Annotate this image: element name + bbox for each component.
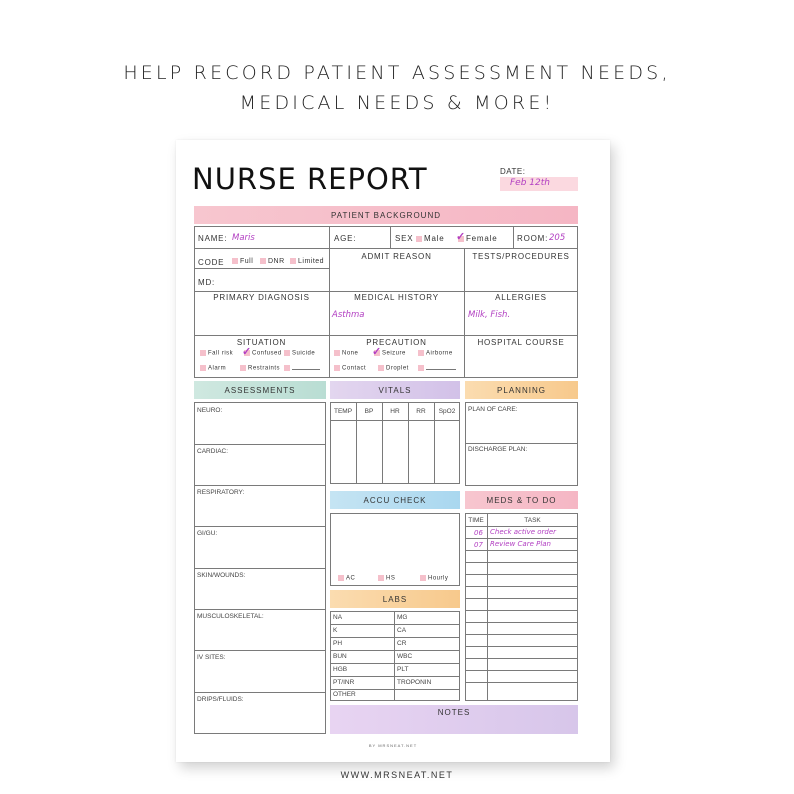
situation-confused[interactable]: Confused	[244, 350, 282, 357]
vitals-col-temp: TEMP	[333, 408, 353, 415]
precaution-label: PRECAUTION	[366, 338, 427, 347]
assessment-respiratory[interactable]: RESPIRATORY:	[197, 489, 245, 496]
code-dnr-option[interactable]: DNR	[260, 258, 285, 265]
lab-na[interactable]: NA	[333, 614, 343, 621]
accu-check-hourly[interactable]: Hourly	[420, 575, 448, 582]
md-label: MD:	[198, 278, 216, 287]
tests-procedures-label: TESTS/PROCEDURES	[472, 252, 570, 261]
assessment-skin-wounds[interactable]: SKIN/WOUNDS:	[197, 572, 246, 579]
report-title: NURSE REPORT	[192, 162, 428, 196]
meds-entry-task-1[interactable]: Check active order	[490, 528, 557, 536]
planning-header: PLANNING	[465, 381, 578, 399]
lab-ca[interactable]: CA	[397, 627, 407, 634]
discharge-plan-label[interactable]: DISCHARGE PLAN:	[468, 446, 528, 453]
headline-line-1: HELP RECORD PATIENT ASSESSMENT NEEDS,	[123, 62, 671, 84]
meds-entry-task-2[interactable]: Review Care Plan	[490, 540, 551, 548]
vitals-col-spo2: SpO2	[438, 408, 456, 415]
situation-label: SITUATION	[236, 338, 287, 347]
lab-plt[interactable]: PLT	[397, 666, 409, 673]
check-mark-icon: ✓	[456, 231, 466, 243]
sex-label: SEX	[395, 234, 414, 243]
name-label: NAME:	[198, 234, 228, 243]
date-value: Feb 12th	[510, 178, 550, 188]
precaution-seizure[interactable]: Seizure	[374, 350, 406, 357]
situation-other[interactable]	[284, 365, 320, 372]
assessment-cardiac[interactable]: CARDIAC:	[197, 448, 229, 455]
date-label: DATE:	[500, 167, 526, 176]
lab-bun[interactable]: BUN	[333, 653, 347, 660]
lab-pt-inr[interactable]: PT/INR	[333, 679, 355, 686]
situation-suicide[interactable]: Suicide	[284, 350, 315, 357]
assessments-header: ASSESSMENTS	[194, 381, 326, 399]
patient-background-header: PATIENT BACKGROUND	[194, 206, 578, 224]
vitals-header: VITALS	[330, 381, 460, 399]
meds-task-label: TASK	[524, 517, 541, 524]
lab-ph[interactable]: PH	[333, 640, 343, 647]
precaution-other[interactable]	[418, 365, 456, 372]
headline-line-2: MEDICAL NEEDS & MORE!	[239, 92, 555, 114]
age-label: AGE:	[334, 234, 357, 243]
allergies-value[interactable]: Milk, Fish.	[468, 310, 511, 320]
lab-troponin[interactable]: TROPONIN	[397, 679, 432, 686]
meds-entry-time-1[interactable]: 06	[474, 529, 483, 537]
name-value[interactable]: Maris	[232, 233, 255, 243]
code-full-option[interactable]: Full	[232, 258, 253, 265]
room-label: ROOM:	[517, 234, 549, 243]
planning-box	[465, 402, 578, 486]
lab-other[interactable]: OTHER	[333, 691, 356, 698]
precaution-none[interactable]: None	[334, 350, 358, 357]
assessment-gi-gu[interactable]: GI/GU:	[197, 530, 218, 537]
check-mark-icon: ✓	[372, 346, 382, 358]
situation-restraints[interactable]: Restraints	[240, 365, 280, 372]
check-mark-icon: ✓	[242, 346, 252, 358]
code-limited-option[interactable]: Limited	[290, 258, 324, 265]
assessment-drips-fluids[interactable]: DRIPS/FLUIDS:	[197, 696, 244, 703]
website-footer: WWW.MRSNEAT.NET	[340, 770, 454, 780]
hospital-course-label: HOSPITAL COURSE	[477, 338, 565, 347]
sheet-footer-credit: BY MRSNEAT.NET	[368, 743, 418, 748]
labs-header: LABS	[330, 590, 460, 608]
notes-area[interactable]	[330, 705, 578, 734]
precaution-contact[interactable]: Contact	[334, 365, 366, 372]
lab-hgb[interactable]: HGB	[333, 666, 348, 673]
medical-history-value[interactable]: Asthma	[332, 310, 365, 320]
lab-wbc[interactable]: WBC	[397, 653, 413, 660]
sex-female-option[interactable]: Female	[458, 234, 497, 243]
meds-entry-time-2[interactable]: 07	[474, 541, 483, 549]
meds-todo-header: MEDS & TO DO	[465, 491, 578, 509]
accu-check-ac[interactable]: AC	[338, 575, 355, 582]
meds-time-label: TIME	[468, 517, 484, 524]
plan-of-care-label[interactable]: PLAN OF CARE:	[468, 406, 518, 413]
situation-alarm[interactable]: Alarm	[200, 365, 226, 372]
primary-diagnosis-label: PRIMARY DIAGNOSIS	[213, 293, 310, 302]
assessment-musculoskeletal[interactable]: MUSCULOSKELETAL:	[197, 613, 264, 620]
lab-cr[interactable]: CR	[397, 640, 407, 647]
code-label: CODE	[198, 258, 225, 267]
situation-fall-risk[interactable]: Fall risk	[200, 350, 233, 357]
admit-reason-label: ADMIT REASON	[361, 252, 432, 261]
assessment-neuro[interactable]: NEURO:	[197, 407, 223, 414]
accu-check-header: ACCU CHECK	[330, 491, 460, 509]
lab-k[interactable]: K	[333, 627, 338, 634]
room-value[interactable]: 205	[549, 233, 566, 243]
precaution-droplet[interactable]: Droplet	[378, 365, 409, 372]
lab-mg[interactable]: MG	[397, 614, 408, 621]
vitals-col-hr: HR	[390, 408, 400, 415]
date-field[interactable]	[500, 177, 578, 191]
accu-check-hs[interactable]: HS	[378, 575, 395, 582]
sex-male-option[interactable]: Male	[416, 234, 445, 243]
allergies-label: ALLERGIES	[495, 293, 547, 302]
assessment-iv-sites[interactable]: IV SITES:	[197, 654, 226, 661]
precaution-airborne[interactable]: Airborne	[418, 350, 453, 357]
vitals-col-bp: BP	[364, 408, 374, 415]
nurse-report-sheet	[176, 140, 610, 762]
medical-history-label: MEDICAL HISTORY	[354, 293, 439, 302]
vitals-col-rr: RR	[416, 408, 426, 415]
notes-header: NOTES	[437, 708, 471, 717]
